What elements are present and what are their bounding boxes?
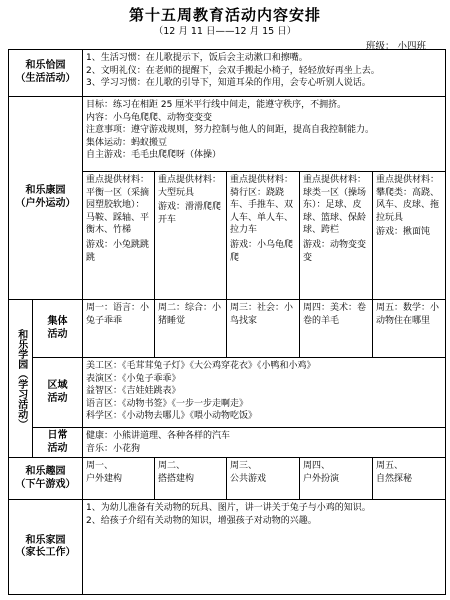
area-line: 表演区：《小兔子乖乖》: [86, 373, 181, 384]
group-activity: 周二：综合：小猪睡觉: [158, 303, 222, 326]
class-label: 班级： 小四班: [365, 41, 426, 52]
outdoor-day-4: [300, 172, 373, 300]
afternoon-activity: 户外扮演: [303, 473, 340, 484]
outdoor-goals: [83, 97, 446, 172]
life-title: 和乐恰园: [25, 60, 66, 72]
afternoon-day-3: [227, 458, 300, 500]
life-line: 1、生活习惯：在儿歌提示下，饭后会主动漱口和擦嘴。: [86, 53, 308, 63]
outdoor-title: 和乐康园: [25, 185, 66, 197]
outdoor-materials: 重点提供材料：骑行区：跷跷车、手推车、双人车、单人车、拉力车: [230, 175, 294, 236]
outdoor-goal-line: 自主游戏：毛毛虫爬爬呀（体操）: [86, 150, 222, 161]
afternoon-subtitle: （下午游戏）: [15, 478, 76, 490]
outdoor-materials: 重点提供材料：平衡一区（采摘园塑胶软地）：马鞍、踩轴、平衡木、竹梯: [86, 175, 150, 236]
daily-subtitle: 活动: [47, 442, 68, 454]
group-day-2: [155, 300, 227, 358]
afternoon-day-1: [83, 458, 155, 500]
row-life: [9, 50, 446, 97]
outdoor-game: 游戏：揪面饨: [376, 227, 431, 238]
date-range: （12 月 11 日——12 月 15 日）: [153, 26, 297, 37]
life-content: [83, 50, 446, 97]
area-line: 美工区：《毛茸茸兔子灯》《大公鸡穿花衣》《小鸭和小鸡》: [86, 361, 316, 371]
row-outdoor-goals: [9, 97, 446, 172]
group-activity: 周五：数学：小动物住在哪里: [376, 303, 440, 326]
daily-content: [83, 428, 446, 458]
study-header: 和乐学园（学习活动）: [9, 300, 33, 458]
area-line: 科学区：《小动物去哪儿》《喂小动物吃饭》: [86, 411, 258, 422]
outdoor-game: 游戏：小乌龟爬爬: [230, 239, 294, 263]
area-activity-header: [33, 358, 83, 428]
row-parents: [9, 500, 446, 595]
outdoor-materials: 重点提供材料：攀爬类：高跷、风车、皮球、拖拉玩具: [376, 175, 440, 223]
group-day-1: [83, 300, 155, 358]
outdoor-game: 游戏：滑滑爬爬开车: [158, 202, 222, 225]
group-day-3: [227, 300, 300, 358]
life-line: 3、学习习惯：在儿歌的引导下，知道耳朵的作用，会专心听别人说话。: [86, 78, 371, 89]
area-subtitle: 活动: [47, 392, 68, 404]
parents-header: [9, 500, 83, 595]
afternoon-day-5: [373, 458, 446, 500]
outdoor-goal-line: 目标：练习在相距 25 厘米平行线中间走，能遵守秩序，不拥挤。: [86, 100, 347, 110]
daily-title: 日常: [47, 430, 68, 441]
area-line: 益智区：《吉娃娃跳表》: [86, 386, 181, 397]
group-activity: 周四：美术：卷卷的羊毛: [303, 303, 367, 326]
group-day-4: [300, 300, 373, 358]
row-study-group: [9, 300, 446, 358]
row-study-area: [9, 358, 446, 428]
afternoon-activity: 公共游戏: [230, 473, 267, 484]
life-subtitle: （生活活动）: [15, 73, 76, 84]
daily-line: 健康：小熊讲道理、各种各样的汽车: [86, 431, 231, 441]
afternoon-day-2: [155, 458, 227, 500]
parents-line: 1、为幼儿准备有关动物的玩具、图片，讲一讲关于兔子与小鸡的知识。: [86, 503, 371, 514]
parents-subtitle: （家长工作）: [15, 547, 76, 559]
parents-title: 和乐家园: [25, 534, 66, 546]
page-title: 第十五周教育活动内容安排: [128, 6, 321, 24]
area-title: 区域: [47, 379, 68, 391]
group-title: 集体: [47, 315, 68, 327]
daily-line: 音乐：小花狗: [86, 443, 141, 454]
afternoon-header: [9, 458, 83, 500]
outdoor-day-5: [373, 172, 446, 300]
row-afternoon: [9, 458, 446, 500]
outdoor-subtitle: （户外运动）: [15, 198, 76, 209]
afternoon-day-label: 周三、: [230, 461, 258, 472]
outdoor-materials: 重点提供材料：大型玩具: [158, 175, 222, 198]
afternoon-activity: 户外建构: [86, 473, 123, 484]
group-activity-header: [33, 300, 83, 358]
area-content: [83, 358, 446, 428]
outdoor-header: [9, 97, 83, 300]
group-day-5: [373, 300, 446, 358]
daily-activity-header: [33, 428, 83, 458]
afternoon-activity: 搭搭建构: [158, 473, 195, 484]
afternoon-day-label: 周二、: [158, 461, 186, 472]
row-study-daily: [9, 428, 446, 458]
parents-line: 2、给孩子介绍有关动物的知识，增强孩子对动物的兴趣。: [86, 515, 317, 526]
group-subtitle: 活动: [47, 328, 68, 340]
life-header: [9, 50, 83, 97]
outdoor-goal-line: 内容：小乌龟爬爬、动物变变变: [86, 112, 213, 123]
outdoor-day-3: [227, 172, 300, 300]
afternoon-day-label: 周五、: [376, 461, 404, 472]
outdoor-day-2: [155, 172, 227, 300]
afternoon-day-label: 周四、: [303, 461, 331, 472]
outdoor-game: 游戏：动物变变变: [303, 239, 367, 263]
afternoon-title: 和乐趣园: [25, 466, 66, 478]
afternoon-day-label: 周一、: [86, 461, 114, 472]
outdoor-goal-line: 集体运动：蚂蚁搬豆: [86, 137, 168, 148]
afternoon-activity: 自然探秘: [376, 473, 413, 484]
life-line: 2、文明礼仪：在老师的提醒下，会双手搬起小椅子，轻轻放好再坐上去。: [86, 65, 380, 76]
area-line: 语言区：《动物书签》《一步一步走啊走》: [86, 398, 249, 409]
outdoor-materials: 重点提供材料：球类一区（操场东）：足球、皮球、篮球、保龄球、跨栏: [303, 175, 367, 236]
parents-content: [83, 500, 446, 595]
group-activity: 周三：社会：小鸟找家: [230, 303, 294, 326]
outdoor-goal-line: 注意事项：遵守游戏规则，努力控制与他人的间距，提高自我控制能力。: [86, 125, 375, 136]
group-activity: 周一：语言：小兔子乖乖: [86, 303, 150, 326]
afternoon-day-4: [300, 458, 373, 500]
schedule-table: [8, 49, 446, 595]
outdoor-game: 游戏：小兔跳跳跳: [86, 239, 150, 263]
outdoor-day-1: [83, 172, 155, 300]
